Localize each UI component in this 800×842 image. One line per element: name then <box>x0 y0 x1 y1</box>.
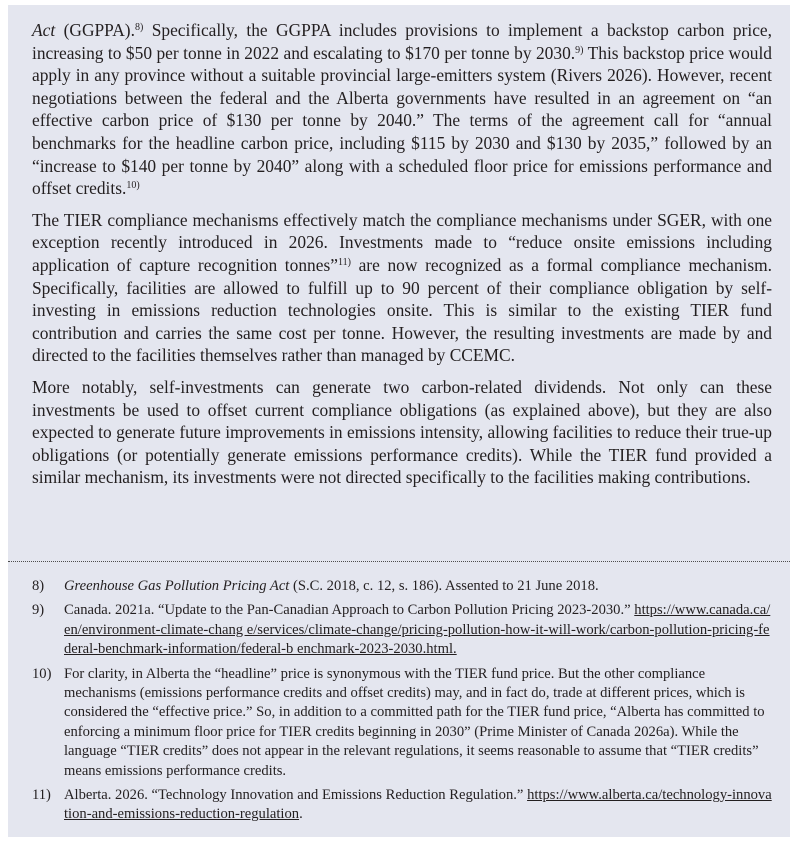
footnote-number: 10) <box>32 665 52 682</box>
footnote-number: 11) <box>32 787 51 804</box>
paragraph-1-text-b: Specifically, the GGPPA includes provisions to implement a backstop carbon price, increasing to $50 per tonne in 2022 and escalating to $170 per tonne by 2030. <box>32 20 773 63</box>
footnote-text: For clarity, in Alberta the “headline” price is synonymous with the TIER fund price. But the other compliance mechanisms (emissions performance credits and offset credits) may, and in fact do, trade at different prices, which is considered the “effective price.” So, in addition to a committed path for the TIER fund price, “Alberta has committed to enforcing a minimum floor price for TIER credits beginning in 2030” (Prime Minister of Canada 2026a). While the language “TIER credits” does not appear in the relevant regulations, it seems reasonable to assume that “TIER credits” means emissions performance credits. <box>64 665 765 779</box>
paragraph-1-text-c: This backstop price would apply in any province without a suitable provincial large-emitters system (Rivers 2026). However, recent negotiations between the federal and the Alberta governments have resulted in an agreement on “an effective carbon price of $130 per tonne by 2040.” The terms of the agreement call for “annual benchmarks for the headline carbon price, including $115 by 2030 and $130 by 2035,” followed by an “increase to $140 per tonne by 2040” along with a scheduled floor price for emissions performance and offset credits. <box>32 42 773 199</box>
paragraph-1 <box>32 19 772 200</box>
footnote-11-period: . <box>299 806 303 823</box>
footnote-ref-11[interactable]: 11) <box>337 256 351 268</box>
footnote-ref-10[interactable]: 10) <box>126 180 140 192</box>
footnote-ref-9[interactable]: 9) <box>575 44 584 56</box>
paragraph-1-text-a: (GGPPA). <box>55 20 135 40</box>
footnote-9-body: Canada. 2021a. “Update to the Pan-Canadian Approach to Carbon Pollution Pricing 2023-2030.” <box>64 602 635 619</box>
paragraph-3-text: More notably, self-investments can generate two carbon-related dividends. Not only can these investments be used to offset current compliance obligations (as explained above), but they are also expected to generate future improvements in emissions intensity, allowing facilities to reduce their true-up obligations (or potentially generate emissions performance credits). While the TIER fund provided a similar mechanism, its investments were not directed specifically to the facilities making contributions. <box>32 376 772 488</box>
footnote-text <box>64 577 772 596</box>
act-italic: Act <box>32 20 56 40</box>
footnote-number: 9) <box>32 602 45 619</box>
footnote-ref-8[interactable]: 8) <box>134 22 144 33</box>
footnote-11 <box>32 786 772 825</box>
footnote-8 <box>32 577 772 596</box>
footnote-11-body: Alberta. 2026. “Technology Innovation and Emissions Reduction Regulation.” <box>64 787 528 804</box>
footnote-9-link[interactable]: https://www.canada.ca/en/environment-climate-chang e/services/climate-change/pricing-pollution-how-it-will-work/carbon-pollution-pricing-federal-benchmark-information/federal-b enchmark-2023-2030.html. <box>64 602 771 658</box>
paragraph-3 <box>32 376 772 489</box>
footnotes <box>32 577 772 830</box>
footnote-11-link[interactable]: https://www.alberta.ca/technology-innovation-and-emissions-reduction-regulation <box>64 787 772 823</box>
footnote-text <box>64 601 772 659</box>
footnote-10 <box>32 665 772 781</box>
footnote-9 <box>32 601 772 659</box>
body-text <box>32 19 772 498</box>
paragraph-2-text-b: are now recognized as a formal compliance mechanism. Specifically, facilities are allowed to fulfill up to 90 percent of their compliance obligation by self-investing in emissions reduction technologies onsite. This is similar to the existing TIER fund contribution and carries the same cost per tonne. However, the resulting investments are made by and directed to the facilities themselves rather than managed by CCEMC. <box>32 254 772 366</box>
document-page <box>8 5 790 837</box>
footnote-8-body: (S.C. 2018, c. 12, s. 186). Assented to 21 June 2018. <box>289 578 599 594</box>
paragraph-2-text-a: The TIER compliance mechanisms effectively match the compliance mechanisms under SGER, with one exception recently introduced in 2026. Investments made to “reduce onsite emissions including application of capture recognition tonnes” <box>32 209 772 275</box>
footnote-divider <box>8 561 790 562</box>
footnote-text <box>64 786 772 825</box>
footnote-number: 8) <box>32 578 45 594</box>
paragraph-2 <box>32 209 772 367</box>
footnote-italic-title: Greenhouse Gas Pollution Pricing Act <box>64 578 290 594</box>
